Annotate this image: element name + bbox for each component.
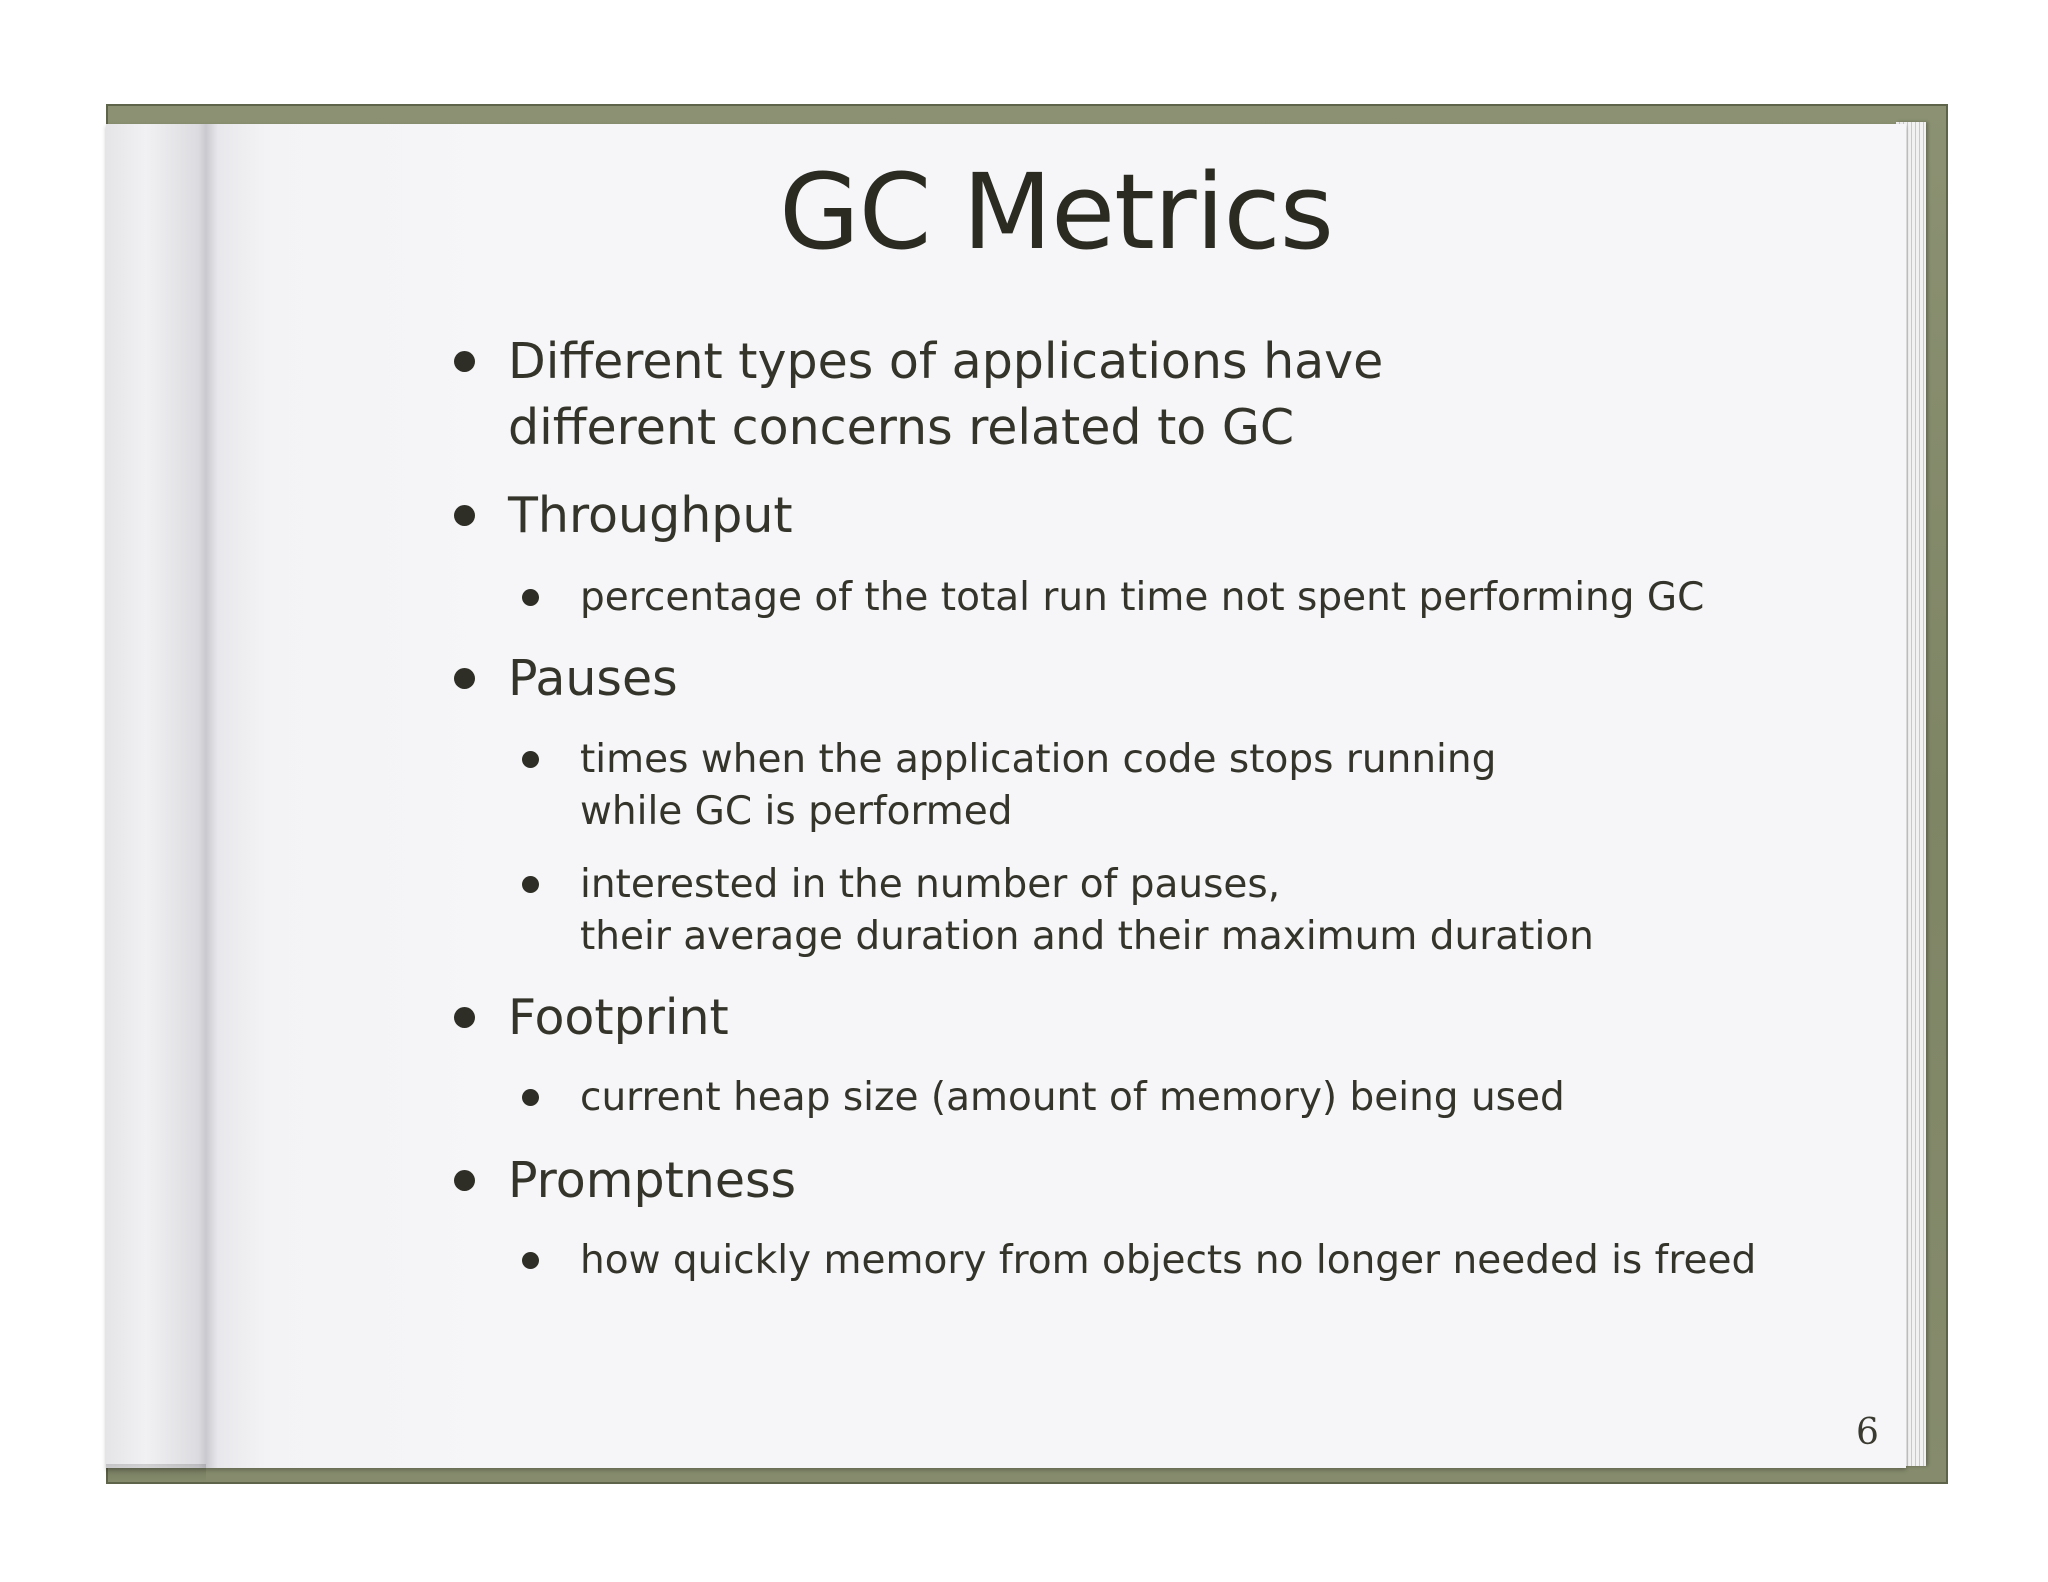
- bullet-text: Throughput: [508, 487, 793, 544]
- sub-bullet-dot: [522, 876, 539, 893]
- bullet-dot: [454, 351, 475, 372]
- sub-bullet-dot: [522, 1252, 539, 1269]
- sub-bullet-dot: [522, 751, 539, 768]
- bullet-text: Promptness: [508, 1152, 797, 1209]
- bullet-text: different concerns related to GC: [508, 399, 1295, 456]
- sub-bullet-text: percentage of the total run time not spent performing GC: [580, 575, 1705, 620]
- bullet-text: Different types of applications have: [508, 333, 1384, 390]
- sub-bullet-text: interested in the number of pauses,: [580, 862, 1281, 907]
- bullet-text: Footprint: [508, 989, 729, 1046]
- sub-bullet-text: their average duration and their maximum duration: [580, 914, 1594, 959]
- bullet-dot: [454, 505, 475, 526]
- sub-bullet-text: current heap size (amount of memory) being used: [580, 1075, 1565, 1120]
- bullet-text: Pauses: [508, 650, 678, 707]
- sub-bullet-text: how quickly memory from objects no longer needed is freed: [580, 1238, 1757, 1283]
- sub-bullet-dot: [522, 1089, 539, 1106]
- bullet-dot: [454, 1007, 475, 1028]
- sub-bullet-dot: [522, 589, 539, 606]
- bullet-dot: [454, 668, 475, 689]
- sub-bullet-text: while GC is performed: [580, 789, 1013, 834]
- bullet-dot: [454, 1170, 475, 1191]
- sub-bullet-text: times when the application code stops running: [580, 737, 1497, 782]
- page-number: 6: [1856, 1412, 1879, 1453]
- slide-title: GC Metrics: [779, 151, 1333, 273]
